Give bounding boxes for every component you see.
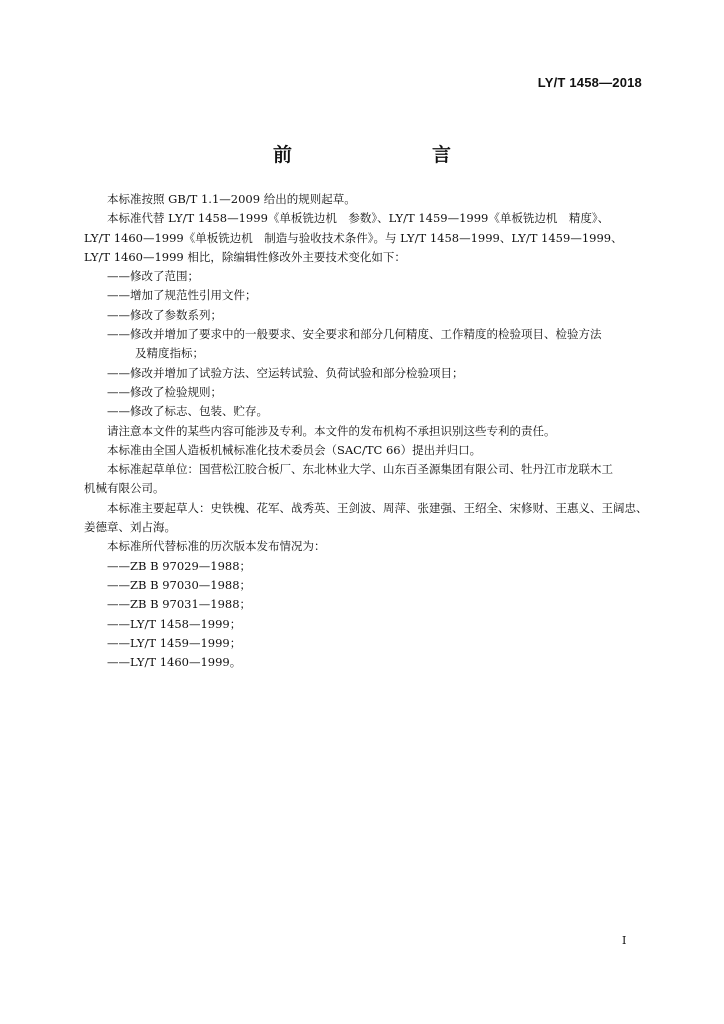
change-item: ——修改了标志、包装、贮存。 xyxy=(107,404,268,419)
page-title: 前 言 xyxy=(272,144,485,166)
paragraph-drafting-units-line-2: 机械有限公司。 xyxy=(84,481,165,496)
page-number: I xyxy=(622,934,627,947)
history-item: ——LY/T 1459—1999； xyxy=(107,635,242,650)
history-item: ——LY/T 1460—1999。 xyxy=(107,655,242,670)
paragraph-proposer: 本标准由全国人造板机械标准化技术委员会（SAC/TC 66）提出并归口。 xyxy=(107,442,482,457)
change-item: ——修改了检验规则； xyxy=(107,384,222,399)
change-item: ——修改并增加了要求中的一般要求、安全要求和部分几何精度、工作精度的检验项目、检验方法 xyxy=(107,327,602,342)
paragraph-history-intro: 本标准所代替标准的历次版本发布情况为： xyxy=(107,539,326,554)
change-item: ——修改了参数系列； xyxy=(107,307,222,322)
history-item: ——ZB B 97031—1988； xyxy=(107,597,252,612)
paragraph-drafting-rules: 本标准按照 GB/T 1.1—2009 给出的规则起草。 xyxy=(107,192,356,206)
history-item: ——ZB B 97030—1988； xyxy=(107,577,252,592)
history-item: ——ZB B 97029—1988； xyxy=(107,558,252,573)
paragraph-replaces-line-2: LY/T 1460—1999《单板铣边机 制造与验收技术条件》。与 LY/T 1458—1999、LY/T 1459—1999、 xyxy=(84,230,623,245)
paragraph-drafters-line-2: 姜德章、刘占海。 xyxy=(84,520,176,535)
paragraph-drafters-line-1: 本标准主要起草人：史铁槐、花军、战秀英、王剑波、周萍、张建强、王绍全、宋修财、王惠义、王阔忠、 xyxy=(107,500,648,515)
change-item: ——修改并增加了试验方法、空运转试验、负荷试验和部分检验项目； xyxy=(107,365,464,380)
document-body xyxy=(84,190,648,672)
change-item: ——增加了规范性引用文件； xyxy=(107,288,257,303)
standard-number: LY/T 1458—2018 xyxy=(537,75,642,90)
paragraph-drafting-units-line-1: 本标准起草单位：国营松江胶合板厂、东北林业大学、山东百圣源集团有限公司、牡丹江市龙联木工 xyxy=(107,462,613,477)
change-item: ——修改了范围； xyxy=(107,269,199,284)
paragraph-replaces-line-3: LY/T 1460—1999 相比，除编辑性修改外主要技术变化如下： xyxy=(84,249,406,264)
history-item: ——LY/T 1458—1999； xyxy=(107,616,242,631)
change-item-continuation: 及精度指标； xyxy=(135,346,204,361)
paragraph-patent-notice: 请注意本文件的某些内容可能涉及专利。本文件的发布机构不承担识别这些专利的责任。 xyxy=(107,423,556,438)
paragraph-replaces-line-1: 本标准代替 LY/T 1458—1999《单板铣边机 参数》、LY/T 1459—1999《单板铣边机 精度》、 xyxy=(107,211,610,226)
